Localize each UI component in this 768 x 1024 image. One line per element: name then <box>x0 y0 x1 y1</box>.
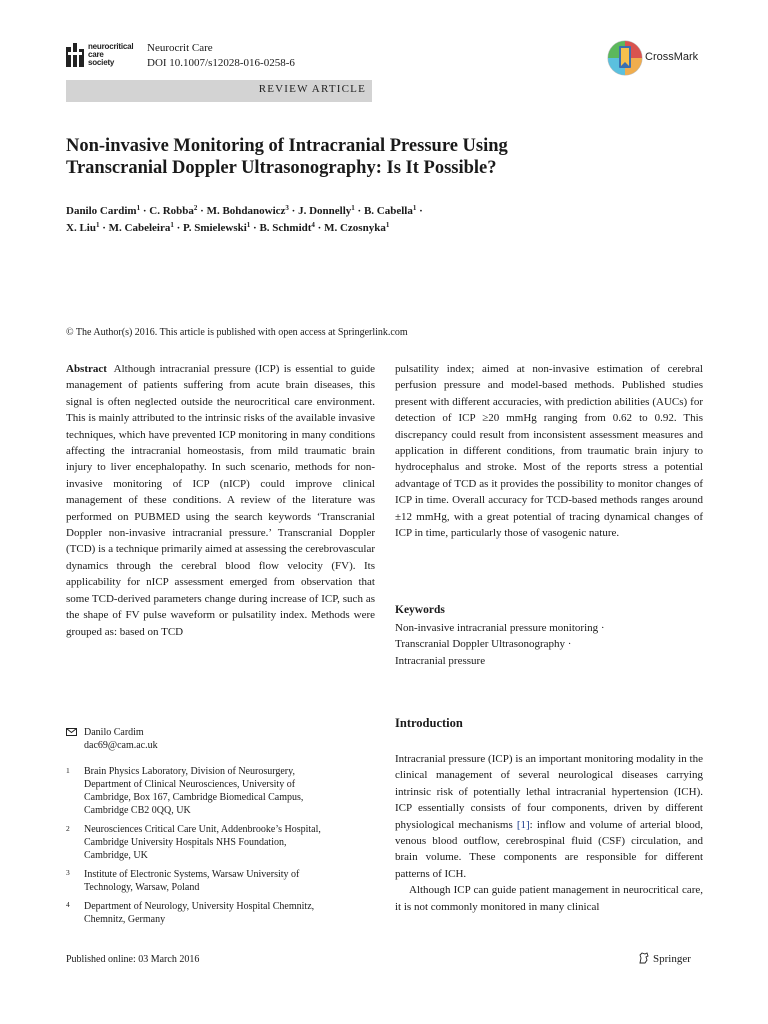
title-line: Non-invasive Monitoring of Intracranial Pressure Using <box>66 136 508 156</box>
abstract-left-column <box>66 361 375 640</box>
author[interactable]: Danilo Cardim$^1$ · <box>66 204 150 217</box>
affiliation-number: 2 <box>66 824 70 833</box>
author[interactable]: X. Liu$^1$ · <box>66 221 109 234</box>
introduction-body <box>395 751 703 915</box>
copyright-notice: © The Author(s) 2016. This article is published with open access at Springerlink.com <box>66 327 408 338</box>
keyword: Transcranial Doppler Ultrasonography · <box>395 638 572 651</box>
title-line: Transcranial Doppler Ultrasonography: Is It Possible? <box>66 158 497 178</box>
publisher-name: Springer <box>653 953 691 965</box>
author[interactable]: C. Robba$^2$ · <box>149 204 207 217</box>
corresponding-name: Danilo Cardim <box>84 727 144 738</box>
author[interactable]: M. Cabeleira$^1$ · <box>108 221 184 234</box>
society-logo <box>66 43 146 69</box>
abstract-text: Although intracranial pressure (ICP) is essential to guide management of patients suffering from acute brain diseases, this signal is often neglected outside the neurocritical care environment. This is mainly attributed to the intrinsic risks of the available invasive techniques, which have prevented ICP monitoring in many conditions affecting the intracranial homeostasis, from mild traumatic brain injury to liver encephalopathy. In such scenario, methods for non-invasive monitoring of ICP (nICP) could improve clinical management of these conditions. A review of the literature was performed on PUBMED using the search keywords ‘Transcranial Doppler non-invasive intracranial pressure.’ Transcranial Doppler (TCD) is a technique primarily aimed at assessing the cerebrovascular dynamics through the cerebral blood flow velocity (FV). Its applicability for nICP assessment emerged from observation that some TCD-derived parameters change during increase of ICP, such as the shape of FV pulse waveform or pulsatility index. Methods were grouped as: based on TCD <box>66 363 375 638</box>
crossmark-badge[interactable] <box>607 40 707 76</box>
intro-paragraph: Intracranial pressure (ICP) is an important monitoring modality in the clinical management of several neurological diseases carrying intrinsic risk of potentially lethal intracranial hypertension (ICH). ICP essentially consists of four components, driven by different physiological mechanisms [1]: inflow and volume of arterial blood, venous blood outflow, cerebrospinal fluid (CSF) circulation, and brain volume. These components are responsible for different patterns of ICH. <box>395 753 703 880</box>
keywords-list <box>395 620 605 669</box>
crossmark-label: CrossMark <box>645 51 699 63</box>
envelope-icon <box>66 728 77 736</box>
published-date: Published online: 03 March 2016 <box>66 954 200 965</box>
keywords-heading: Keywords <box>395 604 445 616</box>
corresponding-email[interactable]: dac69@cam.ac.uk <box>84 740 158 751</box>
author[interactable]: B. Cabella$^1$ · <box>363 204 423 217</box>
affiliation-number: 3 <box>66 868 70 877</box>
introduction-heading: Introduction <box>395 716 463 730</box>
publisher-logo <box>638 952 691 965</box>
doi-link[interactable]: DOI 10.1007/s12028-016-0258-6 <box>147 57 295 69</box>
intro-paragraph: Although ICP can guide patient management in neurocritical care, it is not commonly monitored in many clinical <box>395 884 703 913</box>
author[interactable]: M. Bohdanowicz$^3$ · <box>206 204 299 217</box>
author[interactable]: B. Schmidt$^4$ · <box>259 221 325 234</box>
keyword: Non-invasive intracranial pressure monitoring · <box>395 622 605 634</box>
journal-name: Neurocrit Care <box>147 42 213 54</box>
crossmark-icon <box>607 40 643 76</box>
affiliation-number: 1 <box>66 766 70 775</box>
article-type-label: REVIEW ARTICLE <box>258 83 366 95</box>
article-type-bar <box>66 80 372 102</box>
article-title <box>66 135 626 179</box>
author[interactable]: J. Donnelly$^1$ · <box>298 204 364 217</box>
springer-horse-icon <box>638 952 650 964</box>
author[interactable]: M. Czosnyka$^1$ <box>324 221 390 234</box>
author-list <box>66 203 626 237</box>
author[interactable]: P. Smielewski$^1$ · <box>183 221 260 234</box>
affiliation-number: 4 <box>66 900 70 909</box>
society-logo-icon <box>66 43 84 67</box>
abstract-heading: Abstract <box>66 363 107 375</box>
keyword: Intracranial pressure <box>395 654 486 667</box>
abstract-right-column: pulsatility index; aimed at non-invasive estimation of cerebral perfusion pressure and model-based methods. Published studies present with different accuracies, with prediction abilities (AUCs) for detection of ICP ≥20 mmHg ranging from 0.62 to 0.92. This discrepancy could result from inconsistent assessment measures and application in different conditions, from traumatic brain injury to hydrocephalus and stroke. Most of the reports stress a potential advantage of TCD as it provides the possibility to monitor changes of ICP in time. Overall accuracy for TCD-based methods ranges around ±12 mmHg, with a great potential of tracing dynamical changes of ICP in time, particularly those of vasogenic nature. <box>395 363 703 540</box>
society-logo-text: neurocritical care society <box>88 42 134 68</box>
reference-link[interactable]: [1] <box>516 818 530 831</box>
